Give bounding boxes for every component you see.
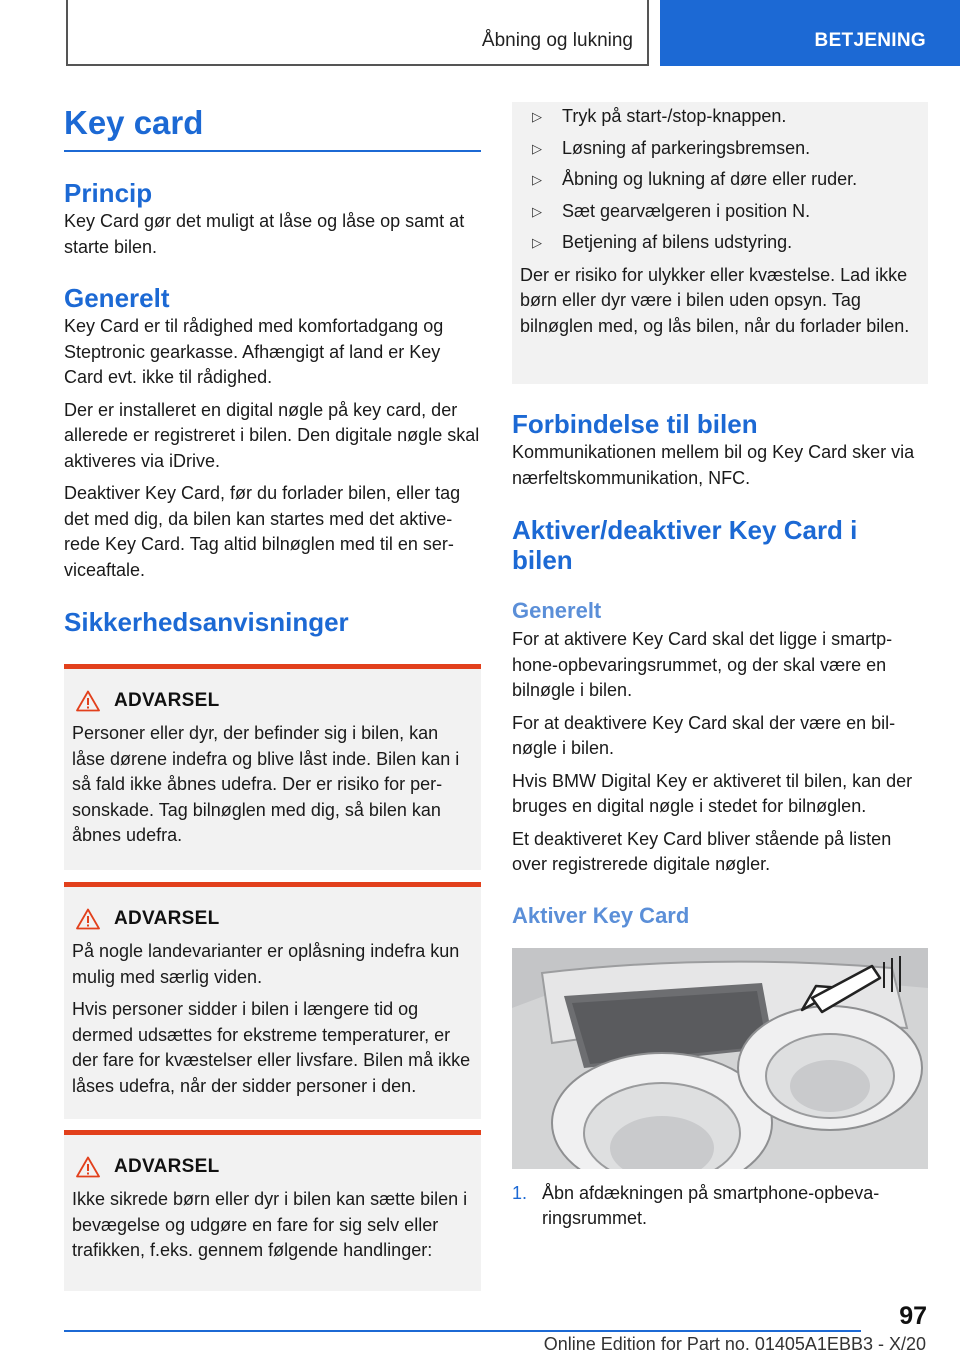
page-title: Key card: [64, 104, 204, 141]
step-text: Åbn afdækningen på smartphone-opbevaringsrummet.: [542, 1182, 880, 1228]
list-item-text: Åbning og lukning af døre eller ruder.: [562, 169, 858, 189]
warning-box: [64, 1130, 481, 1291]
list-item-text: Betjening af bilens udstyring.: [562, 232, 793, 252]
connection-heading: Forbindelse til bilen: [512, 409, 758, 439]
console-illustration-image: [512, 948, 928, 1169]
left-column: [64, 100, 481, 1291]
list-item: [520, 104, 920, 136]
warning-label: ADVARSEL: [114, 1156, 220, 1177]
chapter-tab: [660, 0, 960, 66]
warning-text: På nogle landevarianter er oplåsning indefra kun mulig med særlig viden.: [72, 941, 460, 987]
list-item: [520, 136, 920, 168]
step-item: [512, 1181, 928, 1232]
warning-text: Personer eller dyr, der befinder sig i bilen, kan låse dørene indefra og blive låst inde. Bilen kan i så fald ikke åbnes udefra. Der er risiko for personskade. Tag bilnøglen med dig, så bilen kan åbnes udefra.: [72, 723, 460, 845]
page-number: 97: [899, 1302, 927, 1330]
warning-text: Der er risiko for ulykker eller kvæstelse. Lad ikke børn eller dyr være i bilen uden opsyn. Tag bilnøglen med, og lås bilen, når du forlader bilen.: [520, 264, 910, 336]
chapter-title: BETJENING: [814, 30, 926, 51]
generelt-paragraph: Key Card er til rådighed med komfortadgang og Steptronic gearkasse. Afhængigt af land er Key Card evt. ikke til rådighed.: [64, 316, 444, 387]
footer-edition: Online Edition for Part no. 01405A1EBB3 - X/20: [543, 1334, 926, 1354]
warning-text: Ikke sikrede børn eller dyr i bilen kan sætte bilen i bevægelse og udgøre en fare for sig selv eller trafikken, f.eks. gennem følgende handlinger:: [72, 1189, 468, 1260]
princip-text: Key Card gør det muligt at låse og låse op samt at starte bilen.: [64, 211, 465, 257]
bullet-triangle-icon: ▷: [532, 172, 542, 187]
activate-paragraph: For at aktivere Key Card skal det ligge i smartphone-opbevaringsrummet, og der skal være en bilnøgle i bilen.: [512, 629, 893, 700]
activate-generelt-heading: Generelt: [512, 598, 602, 623]
generelt-paragraph: Der er installeret en digital nøgle på key card, der allerede er registreret i bilen. Den digitale nøgle skal aktiveres via iDrive.: [64, 399, 480, 471]
page-header: [0, 0, 960, 66]
activate-heading: Aktiver/deaktiver Key Card i bilen: [512, 515, 858, 575]
connection-text: Kommunikationen mellem bil og Key Card sker via nærfeltskommunikation, NFC.: [512, 442, 915, 488]
warning-triangle-icon: [76, 690, 100, 712]
right-column: [512, 102, 928, 1232]
list-item: [520, 230, 920, 262]
princip-heading: Princip: [64, 178, 153, 208]
bullet-triangle-icon: ▷: [532, 203, 542, 219]
warning-triangle-icon: [76, 908, 100, 930]
warning-continuation-box: [512, 102, 928, 384]
warning-triangle-icon: [76, 1156, 100, 1178]
warning-label: ADVARSEL: [114, 908, 220, 929]
footer-rule: [64, 1330, 861, 1332]
bullet-triangle-icon: ▷: [532, 109, 542, 124]
activate-keycard-heading: Aktiver Key Card: [512, 902, 690, 928]
section-title: Åbning og lukning: [481, 30, 633, 51]
smartphone-tray-illustration: [512, 948, 928, 1169]
warning-header: [72, 1153, 473, 1181]
activate-paragraph: Hvis BMW Digital Key er aktiveret til bilen, kan der bruges en digital nøgle i stedet for bilnøglen.: [512, 770, 913, 816]
generelt-heading: Generelt: [64, 283, 170, 313]
list-item: [520, 199, 920, 231]
list-item-text: Løsning af parkeringsbremsen.: [562, 137, 811, 158]
activate-paragraph: For at deaktivere Key Card skal der være en bilnøgle i bilen.: [512, 712, 896, 758]
warning-header: [72, 905, 473, 933]
title-rule: [64, 150, 481, 152]
activate-paragraph: Et deaktiveret Key Card bliver stående på listen over registrerede digitale nøgler.: [512, 828, 892, 874]
warning-label: ADVARSEL: [114, 690, 220, 711]
list-item: [520, 167, 920, 199]
bullet-triangle-icon: ▷: [532, 140, 542, 156]
list-item-text: Sæt gearvælgeren i position N.: [562, 200, 811, 221]
warning-box: [64, 664, 481, 870]
step-number: 1.: [512, 1182, 528, 1203]
section-tab: [66, 0, 649, 66]
warning-text: Hvis personer sidder i bilen i længere tid og dermed udsættes for ekstreme temperaturer, er der fare for kvæstelser eller livsfare. Bilen må ikke låses udefra, når der sidder personer i den.: [72, 999, 471, 1096]
list-item-text: Tryk på start-/stop-knappen.: [562, 106, 787, 126]
bullet-triangle-icon: ▷: [532, 235, 542, 250]
warning-box: [64, 882, 481, 1119]
warning-header: [72, 687, 473, 715]
safety-heading: Sikkerhedsanvisninger: [64, 607, 349, 637]
generelt-paragraph: Deaktiver Key Card, før du forlader bilen, eller tag det med dig, da bilen kan startes med det aktiverede Key Card. Tag altid bilnøglen med til en serviceaftale.: [64, 483, 461, 580]
